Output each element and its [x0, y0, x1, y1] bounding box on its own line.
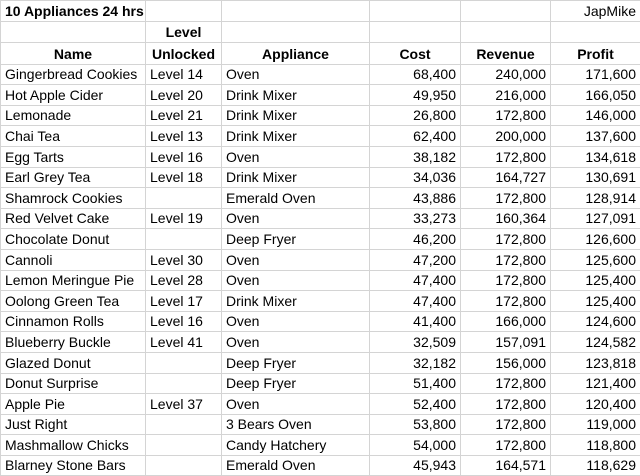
profit-cell[interactable]: 123,818 [551, 352, 640, 373]
level-cell[interactable]: Level 19 [146, 208, 222, 229]
revenue-cell[interactable]: 172,800 [461, 270, 551, 291]
table-row [1, 352, 640, 373]
empty-cell[interactable] [146, 1, 222, 22]
profit-cell[interactable]: 166,050 [551, 85, 640, 106]
name-cell[interactable]: Oolong Green Tea [1, 291, 146, 312]
header-level-line2[interactable]: Unlocked [146, 42, 222, 64]
profit-cell[interactable]: 146,000 [551, 105, 640, 126]
profit-cell[interactable]: 128,914 [551, 188, 640, 209]
cost-cell[interactable]: 34,036 [370, 167, 461, 188]
name-cell[interactable]: Apple Pie [1, 394, 146, 415]
profit-cell[interactable]: 130,691 [551, 167, 640, 188]
revenue-cell[interactable]: 172,800 [461, 435, 551, 456]
header-name[interactable]: Name [1, 42, 146, 64]
level-cell[interactable]: Level 21 [146, 105, 222, 126]
sheet-title-cell[interactable]: 10 Appliances 24 hrs [1, 1, 146, 22]
level-cell[interactable]: Level 20 [146, 85, 222, 106]
revenue-cell[interactable]: 240,000 [461, 64, 551, 85]
table-row [1, 332, 640, 353]
cost-cell[interactable]: 32,509 [370, 332, 461, 353]
revenue-cell[interactable]: 157,091 [461, 332, 551, 353]
table-row [1, 208, 640, 229]
table-row [1, 311, 640, 332]
author-cell[interactable]: JapMike [551, 1, 640, 22]
table-row [1, 85, 640, 106]
empty-cell[interactable] [222, 1, 370, 22]
table-row [1, 291, 640, 312]
level-cell[interactable]: Level 30 [146, 249, 222, 270]
appliance-cell[interactable]: Oven [222, 64, 370, 85]
revenue-cell[interactable]: 172,800 [461, 188, 551, 209]
appliance-cell[interactable]: Emerald Oven [222, 455, 370, 476]
profit-cell[interactable]: 125,400 [551, 291, 640, 312]
appliance-cell[interactable]: 3 Bears Oven [222, 414, 370, 435]
cost-cell[interactable]: 54,000 [370, 435, 461, 456]
header-cost[interactable]: Cost [370, 42, 461, 64]
cost-cell[interactable]: 33,273 [370, 208, 461, 229]
revenue-cell[interactable]: 160,364 [461, 208, 551, 229]
cost-cell[interactable]: 68,400 [370, 64, 461, 85]
empty-cell[interactable] [461, 1, 551, 22]
table-row [1, 64, 640, 85]
revenue-cell[interactable]: 216,000 [461, 85, 551, 106]
revenue-cell[interactable]: 172,800 [461, 105, 551, 126]
header-empty-cell[interactable] [551, 21, 640, 42]
name-cell[interactable]: Donut Surprise [1, 373, 146, 394]
appliance-cell[interactable]: Oven [222, 249, 370, 270]
revenue-cell[interactable]: 172,800 [461, 394, 551, 415]
level-cell[interactable]: Level 41 [146, 332, 222, 353]
cost-cell[interactable]: 32,182 [370, 352, 461, 373]
header-revenue[interactable]: Revenue [461, 42, 551, 64]
cost-cell[interactable]: 41,400 [370, 311, 461, 332]
table-row [1, 373, 640, 394]
level-cell[interactable] [146, 373, 222, 394]
name-cell[interactable]: Gingerbread Cookies [1, 64, 146, 85]
level-cell[interactable]: Level 28 [146, 270, 222, 291]
cost-cell[interactable]: 51,400 [370, 373, 461, 394]
revenue-cell[interactable]: 200,000 [461, 126, 551, 147]
revenue-cell[interactable]: 172,800 [461, 146, 551, 167]
name-cell[interactable]: Shamrock Cookies [1, 188, 146, 209]
appliance-cell[interactable]: Deep Fryer [222, 373, 370, 394]
cost-cell[interactable]: 43,886 [370, 188, 461, 209]
level-cell[interactable] [146, 435, 222, 456]
cost-cell[interactable]: 46,200 [370, 229, 461, 250]
revenue-cell[interactable]: 164,727 [461, 167, 551, 188]
appliance-cell[interactable]: Drink Mixer [222, 126, 370, 147]
table-row [1, 126, 640, 147]
table-row [1, 394, 640, 415]
appliance-cell[interactable]: Oven [222, 332, 370, 353]
table-row [1, 435, 640, 456]
appliance-cell[interactable]: Oven [222, 311, 370, 332]
cost-cell[interactable]: 53,800 [370, 414, 461, 435]
revenue-cell[interactable]: 172,800 [461, 229, 551, 250]
appliance-cell[interactable]: Emerald Oven [222, 188, 370, 209]
profit-cell[interactable]: 118,629 [551, 455, 640, 476]
name-cell[interactable]: Lemonade [1, 105, 146, 126]
profit-cell[interactable]: 125,400 [551, 270, 640, 291]
empty-cell[interactable] [370, 1, 461, 22]
header-row-top [1, 21, 640, 42]
cost-cell[interactable]: 47,200 [370, 249, 461, 270]
revenue-cell[interactable]: 166,000 [461, 311, 551, 332]
revenue-cell[interactable]: 172,800 [461, 291, 551, 312]
profit-cell[interactable]: 125,600 [551, 249, 640, 270]
profit-cell[interactable]: 134,618 [551, 146, 640, 167]
cost-cell[interactable]: 26,800 [370, 105, 461, 126]
cost-cell[interactable]: 45,943 [370, 455, 461, 476]
appliance-cell[interactable]: Oven [222, 208, 370, 229]
header-level-line1[interactable]: Level [146, 21, 222, 42]
profit-cell[interactable]: 124,582 [551, 332, 640, 353]
table-row [1, 167, 640, 188]
header-appliance[interactable]: Appliance [222, 42, 370, 64]
header-empty-cell[interactable] [222, 21, 370, 42]
level-cell[interactable]: Level 14 [146, 64, 222, 85]
profit-cell[interactable]: 118,800 [551, 435, 640, 456]
cost-cell[interactable]: 47,400 [370, 291, 461, 312]
appliance-cell[interactable]: Oven [222, 146, 370, 167]
cost-cell[interactable]: 47,400 [370, 270, 461, 291]
appliance-cell[interactable]: Drink Mixer [222, 105, 370, 126]
appliance-cell[interactable]: Drink Mixer [222, 167, 370, 188]
profit-cell[interactable]: 120,400 [551, 394, 640, 415]
appliance-cell[interactable]: Oven [222, 270, 370, 291]
level-cell[interactable]: Level 17 [146, 291, 222, 312]
revenue-cell[interactable]: 172,800 [461, 414, 551, 435]
revenue-cell[interactable]: 172,800 [461, 249, 551, 270]
revenue-cell[interactable]: 156,000 [461, 352, 551, 373]
profit-cell[interactable]: 121,400 [551, 373, 640, 394]
level-cell[interactable]: Level 16 [146, 146, 222, 167]
title-row [1, 1, 640, 22]
level-cell[interactable]: Level 37 [146, 394, 222, 415]
table-row [1, 146, 640, 167]
name-cell[interactable]: Hot Apple Cider [1, 85, 146, 106]
header-profit[interactable]: Profit [551, 42, 640, 64]
cost-cell[interactable]: 49,950 [370, 85, 461, 106]
level-cell[interactable] [146, 414, 222, 435]
name-cell[interactable]: Blarney Stone Bars [1, 455, 146, 476]
appliance-cell[interactable]: Drink Mixer [222, 85, 370, 106]
profit-cell[interactable]: 127,091 [551, 208, 640, 229]
profit-cell[interactable]: 126,600 [551, 229, 640, 250]
table-row [1, 229, 640, 250]
header-row [1, 42, 640, 64]
name-cell[interactable]: Earl Grey Tea [1, 167, 146, 188]
table-row [1, 188, 640, 209]
level-cell[interactable]: Level 13 [146, 126, 222, 147]
cost-cell[interactable]: 38,182 [370, 146, 461, 167]
revenue-cell[interactable]: 172,800 [461, 373, 551, 394]
level-cell[interactable]: Level 18 [146, 167, 222, 188]
level-cell[interactable]: Level 16 [146, 311, 222, 332]
table-row [1, 105, 640, 126]
cost-cell[interactable]: 52,400 [370, 394, 461, 415]
name-cell[interactable]: Chai Tea [1, 126, 146, 147]
level-cell[interactable] [146, 188, 222, 209]
name-cell[interactable]: Egg Tarts [1, 146, 146, 167]
name-cell[interactable]: Cinnamon Rolls [1, 311, 146, 332]
header-empty-cell[interactable] [370, 21, 461, 42]
level-cell[interactable] [146, 229, 222, 250]
table-row [1, 270, 640, 291]
table-row [1, 414, 640, 435]
appliance-cell[interactable]: Deep Fryer [222, 352, 370, 373]
cost-cell[interactable]: 62,400 [370, 126, 461, 147]
name-cell[interactable]: Glazed Donut [1, 352, 146, 373]
level-cell[interactable] [146, 455, 222, 476]
name-cell[interactable]: Chocolate Donut [1, 229, 146, 250]
profit-cell[interactable]: 124,600 [551, 311, 640, 332]
header-empty-cell[interactable] [1, 21, 146, 42]
table-row [1, 455, 640, 476]
appliance-cell[interactable]: Deep Fryer [222, 229, 370, 250]
name-cell[interactable]: Cannoli [1, 249, 146, 270]
profit-cell[interactable]: 119,000 [551, 414, 640, 435]
name-cell[interactable]: Just Right [1, 414, 146, 435]
level-cell[interactable] [146, 352, 222, 373]
name-cell[interactable]: Blueberry Buckle [1, 332, 146, 353]
name-cell[interactable]: Red Velvet Cake [1, 208, 146, 229]
appliance-cell[interactable]: Candy Hatchery [222, 435, 370, 456]
appliance-cell[interactable]: Oven [222, 394, 370, 415]
appliance-cell[interactable]: Drink Mixer [222, 291, 370, 312]
profit-cell[interactable]: 171,600 [551, 64, 640, 85]
revenue-cell[interactable]: 164,571 [461, 455, 551, 476]
profit-cell[interactable]: 137,600 [551, 126, 640, 147]
header-empty-cell[interactable] [461, 21, 551, 42]
name-cell[interactable]: Mashmallow Chicks [1, 435, 146, 456]
name-cell[interactable]: Lemon Meringue Pie [1, 270, 146, 291]
table-row [1, 249, 640, 270]
